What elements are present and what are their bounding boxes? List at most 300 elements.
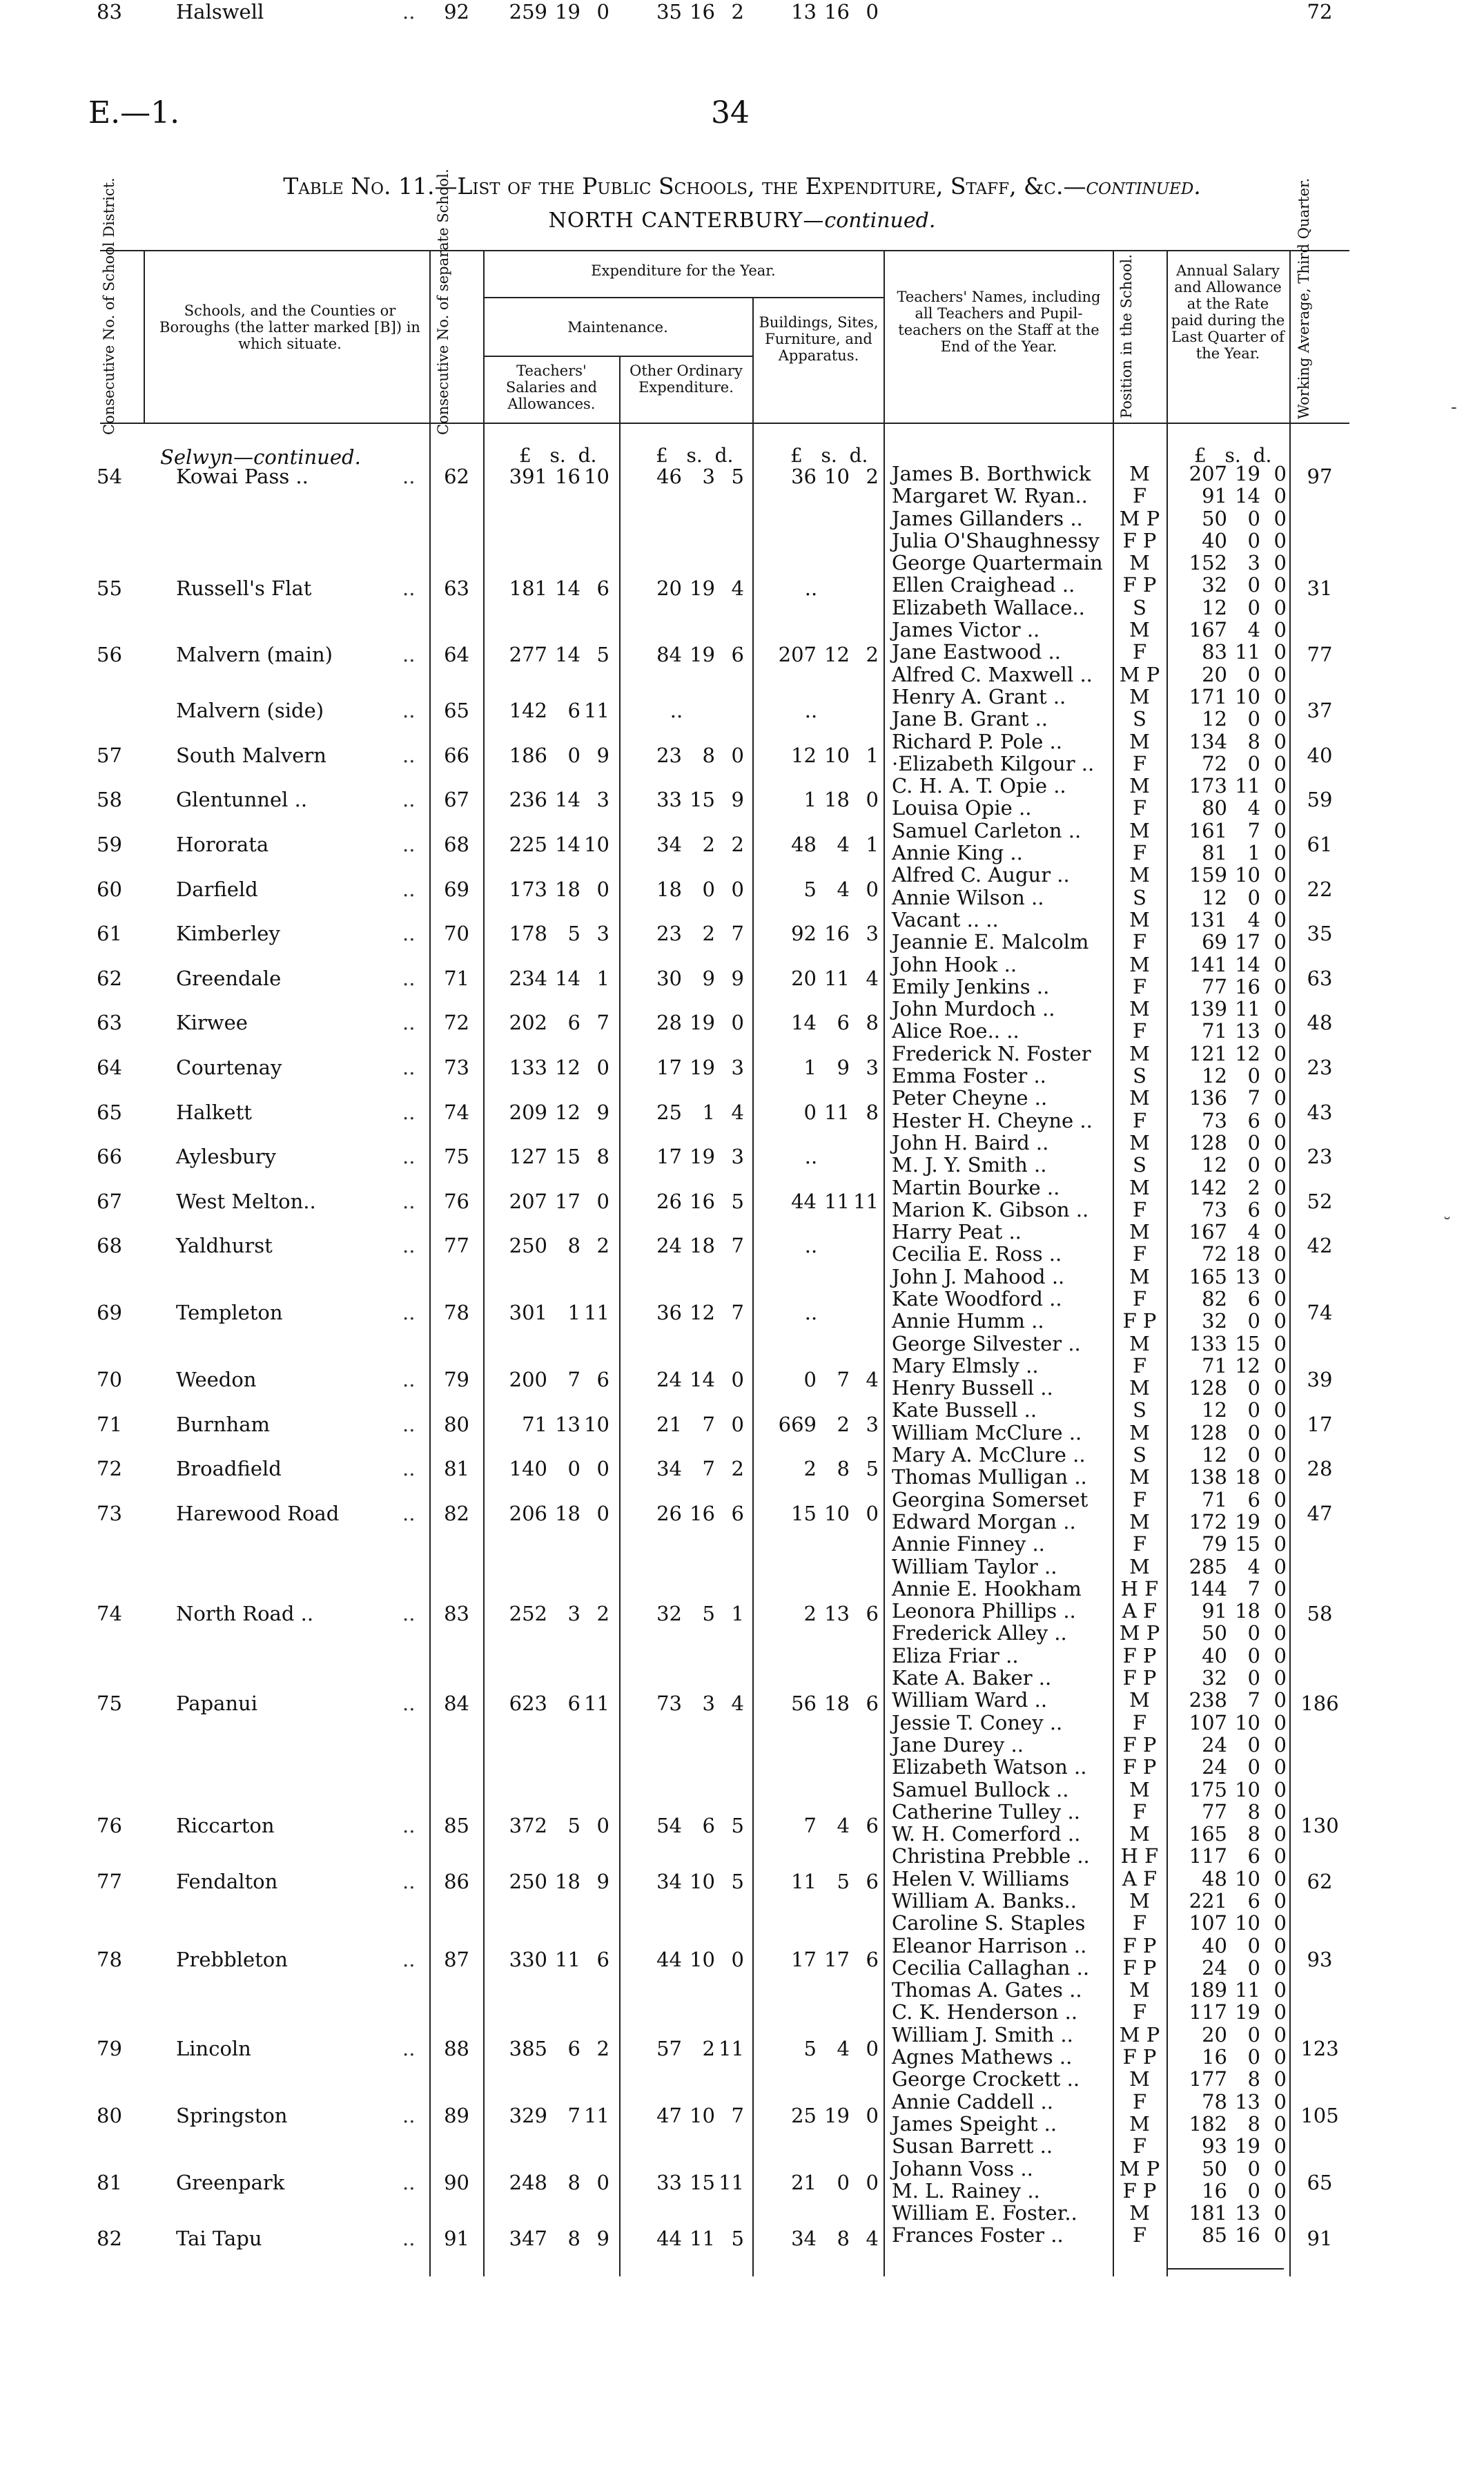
salary-pounds: 91 <box>1202 484 1227 508</box>
salary-shillings: 14 <box>1235 952 1260 976</box>
salaries-shillings: 3 <box>567 1602 580 1626</box>
buildings-pounds: 7 <box>803 1814 817 1838</box>
buildings-pence: 3 <box>866 1055 879 1079</box>
salary-shillings: 0 <box>1247 1064 1260 1088</box>
buildings-pounds: 11 <box>791 1869 817 1893</box>
salary-pence: 0 <box>1273 684 1287 708</box>
salary-shillings: 0 <box>1247 506 1260 530</box>
working-average: 52 <box>1307 1189 1333 1213</box>
school-name: Weedon <box>176 1368 257 1392</box>
leader-dots: .. <box>402 1055 416 1079</box>
working-average: 23 <box>1307 1055 1333 1079</box>
teacher-position: F <box>1132 1911 1147 1935</box>
working-average: 91 <box>1307 2226 1333 2250</box>
teacher-name: John H. Baird .. <box>892 1130 1049 1154</box>
teacher-position: F <box>1132 640 1147 664</box>
teacher-position: M P <box>1119 2156 1160 2180</box>
buildings-blank: .. <box>804 1234 818 1258</box>
salaries-pence: 8 <box>596 1145 609 1169</box>
other-expenditure-pounds: 18 <box>656 877 682 901</box>
buildings-shillings: 2 <box>837 1412 850 1436</box>
other-expenditure-pounds: 73 <box>656 1691 682 1715</box>
teacher-name: Mary Elmsly .. <box>892 1353 1039 1377</box>
buildings-shillings: 0 <box>837 2170 850 2194</box>
school-number: 69 <box>444 877 469 901</box>
school-number: 71 <box>444 966 469 990</box>
salary-pounds: 177 <box>1189 2067 1227 2091</box>
salary-pounds: 107 <box>1189 1911 1227 1935</box>
working-average: 59 <box>1307 788 1333 812</box>
district-number: 71 <box>97 1412 122 1436</box>
salary-pence: 0 <box>1273 930 1287 954</box>
salaries-pounds: 623 <box>509 1691 547 1715</box>
leader-dots: .. <box>402 788 416 812</box>
salary-shillings: 6 <box>1247 1197 1260 1221</box>
other-expenditure-shillings: 3 <box>702 465 715 488</box>
col-rule-1 <box>144 250 145 423</box>
salary-pounds: 136 <box>1189 1086 1227 1110</box>
district-number: 56 <box>97 643 122 667</box>
salary-pounds: 131 <box>1189 907 1227 931</box>
salary-pounds: 12 <box>1202 1443 1227 1467</box>
salary-pounds: 79 <box>1202 1532 1227 1556</box>
teacher-position: S <box>1133 1443 1146 1467</box>
teacher-position: M <box>1129 1086 1150 1110</box>
teacher-name: Caroline S. Staples <box>892 1911 1086 1935</box>
school-no-header: Consecutive No. of separate School. <box>435 168 451 435</box>
teacher-position: M <box>1129 1420 1150 1444</box>
other-expenditure-pence: 0 <box>731 743 744 767</box>
salaries-pence: 9 <box>596 743 609 767</box>
working-average: 61 <box>1307 832 1333 856</box>
salary-pence: 0 <box>1273 1197 1287 1221</box>
salary-pence: 0 <box>1273 863 1287 887</box>
teacher-name: Annie E. Hookham <box>892 1576 1082 1600</box>
salary-pounds: 175 <box>1189 1777 1227 1801</box>
salaries-shillings: 14 <box>555 643 580 667</box>
teacher-position: M <box>1129 1331 1150 1355</box>
salaries-pence: 0 <box>596 1055 609 1079</box>
salaries-pounds: 347 <box>509 2226 547 2250</box>
other-expenditure-shillings: 7 <box>702 1412 715 1436</box>
teacher-name: Samuel Bullock .. <box>892 1777 1069 1801</box>
teacher-position: F <box>1132 1710 1147 1734</box>
buildings-blank: .. <box>804 576 818 600</box>
buildings-shillings: 4 <box>837 1814 850 1838</box>
salary-shillings: 11 <box>1235 640 1260 664</box>
salaries-pence: 11 <box>584 1301 609 1325</box>
buildings-pence: 1 <box>866 832 879 856</box>
salary-pounds: 12 <box>1202 1064 1227 1088</box>
buildings-pounds: 1 <box>803 788 817 812</box>
other-expenditure-pence: 5 <box>731 1814 744 1838</box>
salary-shillings: 0 <box>1247 1130 1260 1154</box>
salary-pounds: 69 <box>1202 930 1227 954</box>
salary-pence: 0 <box>1273 1309 1287 1333</box>
other-expenditure-pounds: 84 <box>656 643 682 667</box>
teacher-name: Kate A. Baker .. <box>892 1666 1052 1690</box>
salaries-pounds: 301 <box>509 1301 547 1325</box>
teacher-position: S <box>1133 1153 1146 1177</box>
other-expenditure-pounds: 44 <box>656 2226 682 2250</box>
teacher-name: Peter Cheyne .. <box>892 1086 1048 1110</box>
teacher-position: F <box>1132 2089 1147 2113</box>
buildings-pence: 0 <box>866 2170 879 2194</box>
salary-pence: 0 <box>1273 573 1287 597</box>
district-number: 80 <box>97 2104 122 2128</box>
salary-pounds: 285 <box>1189 1554 1227 1578</box>
salary-pounds: 221 <box>1189 1889 1227 1913</box>
working-average: 39 <box>1307 1368 1333 1392</box>
teacher-position: F <box>1132 974 1147 998</box>
salary-shillings: 6 <box>1247 1844 1260 1868</box>
buildings-shillings: 10 <box>824 465 850 488</box>
salary-shillings: 10 <box>1235 1710 1260 1734</box>
other-expenditure-pounds: 34 <box>656 1869 682 1893</box>
working-average: 35 <box>1307 922 1333 946</box>
salaries-pounds: 329 <box>509 2104 547 2128</box>
salary-pence: 0 <box>1273 1799 1287 1823</box>
buildings-pounds: 25 <box>791 2104 817 2128</box>
salary-shillings: 7 <box>1247 1576 1260 1600</box>
salary-pence: 0 <box>1273 997 1287 1021</box>
salary-shillings: 18 <box>1235 1599 1260 1623</box>
other-expenditure-shillings: 19 <box>690 576 715 600</box>
salary-pence: 0 <box>1273 796 1287 820</box>
teacher-position: F <box>1132 1532 1147 1556</box>
school-name: Lincoln <box>176 2037 251 2061</box>
salary-rule <box>1166 2268 1284 2270</box>
buildings-shillings: 9 <box>837 1055 850 1079</box>
working-average: 65 <box>1307 2170 1333 2194</box>
school-number: 80 <box>444 1412 469 1436</box>
teacher-name: Catherine Tulley .. <box>892 1799 1080 1823</box>
salary-shillings: 0 <box>1247 1443 1260 1467</box>
salary-pence: 0 <box>1273 506 1287 530</box>
margin-dash: - <box>1451 397 1457 418</box>
buildings-pounds: 21 <box>791 2170 817 2194</box>
salaries-pounds: 252 <box>509 1602 547 1626</box>
other-expenditure-pence: 9 <box>731 966 744 990</box>
other-expenditure-shillings: 12 <box>690 1301 715 1325</box>
buildings-pence: 3 <box>866 1412 879 1436</box>
leader-dots: .. <box>402 1301 416 1325</box>
other-expenditure-pounds: 47 <box>656 2104 682 2128</box>
salary-pence: 0 <box>1273 1130 1287 1154</box>
salaries-pounds: 330 <box>509 1947 547 1971</box>
salary-pence: 0 <box>1273 551 1287 575</box>
buildings-pounds: 669 <box>778 1412 817 1436</box>
teacher-position: F P <box>1122 1933 1157 1957</box>
salary-pounds: 40 <box>1202 1933 1227 1957</box>
district-number: 61 <box>97 922 122 946</box>
salaries-pence: 11 <box>584 1691 609 1715</box>
leader-dots: .. <box>402 1011 416 1035</box>
school-name: North Road .. <box>176 1602 314 1626</box>
leader-dots: .. <box>402 1234 416 1258</box>
teacher-name: Elizabeth Wallace.. <box>892 595 1085 619</box>
salary-pounds: 40 <box>1202 528 1227 552</box>
salaries-pounds: 277 <box>509 643 547 667</box>
salaries-pence: 2 <box>596 1234 609 1258</box>
other-expenditure-pounds: 23 <box>656 743 682 767</box>
school-name: Springston <box>176 2104 288 2128</box>
leader-dots: .. <box>402 0 416 23</box>
salary-pounds: 40 <box>1202 1643 1227 1667</box>
district-number: 65 <box>97 1100 122 1124</box>
other-expenditure-pence: 4 <box>731 1691 744 1715</box>
teacher-name: Samuel Carleton .. <box>892 818 1082 842</box>
working-average: 74 <box>1307 1301 1333 1325</box>
buildings-pounds: 0 <box>803 1368 817 1392</box>
salary-shillings: 15 <box>1235 1331 1260 1355</box>
salary-pence: 0 <box>1273 1019 1287 1043</box>
other-expenditure-blank: .. <box>670 699 683 723</box>
col-rule-3 <box>483 250 485 2276</box>
teacher-name: Julia O'Shaughnessy <box>892 528 1100 552</box>
salaries-pounds: 206 <box>509 1501 547 1525</box>
other-expenditure-pence: 0 <box>731 877 744 901</box>
school-number: 90 <box>444 2170 469 2194</box>
school-number: 72 <box>444 1011 469 1035</box>
leader-dots: .. <box>402 2037 416 2061</box>
salary-pence: 0 <box>1273 1666 1287 1690</box>
salary-pounds: 159 <box>1189 863 1227 887</box>
salary-shillings: 0 <box>1247 751 1260 775</box>
buildings-shillings: 4 <box>837 877 850 901</box>
salaries-pence: 10 <box>584 465 609 488</box>
school-name: Harewood Road <box>176 1501 340 1525</box>
salaries-pounds: 186 <box>509 743 547 767</box>
school-number: 75 <box>444 1145 469 1169</box>
salary-pence: 0 <box>1273 1443 1287 1467</box>
teacher-position: M <box>1129 863 1150 887</box>
salaries-pounds: 391 <box>509 465 547 488</box>
teacher-name: Vacant .. .. <box>892 907 999 931</box>
district-number: 83 <box>97 0 122 23</box>
salaries-pence: 3 <box>596 788 609 812</box>
working-average: 23 <box>1307 1145 1333 1169</box>
salary-shillings: 0 <box>1247 1398 1260 1422</box>
salaries-pence: 6 <box>596 1947 609 1971</box>
buildings-pence: 0 <box>866 2104 879 2128</box>
other-expenditure-pence: 5 <box>731 465 744 488</box>
buildings-pence: 6 <box>866 1947 879 1971</box>
teacher-name: Marion K. Gibson .. <box>892 1197 1089 1221</box>
teacher-name: George Quartermain <box>892 551 1103 575</box>
working-average: 123 <box>1300 2037 1339 2061</box>
salary-pounds: 85 <box>1202 2223 1227 2247</box>
salary-shillings: 11 <box>1235 997 1260 1021</box>
salary-pence: 0 <box>1273 662 1287 686</box>
salaries-pence: 11 <box>584 699 609 723</box>
salary-pounds: 16 <box>1202 2178 1227 2203</box>
salary-shillings: 14 <box>1235 484 1260 508</box>
teacher-position: S <box>1133 1398 1146 1422</box>
buildings-shillings: 6 <box>837 1011 850 1035</box>
buildings-pence: 0 <box>866 2037 879 2061</box>
salary-shillings: 0 <box>1247 1643 1260 1667</box>
buildings-pence: 6 <box>866 1691 879 1715</box>
salaries-pence: 0 <box>596 1457 609 1481</box>
salary-pence: 0 <box>1273 1353 1287 1377</box>
buildings-pounds: 0 <box>803 1100 817 1124</box>
teacher-position: M <box>1129 1264 1150 1288</box>
school-name: Malvern (main) <box>176 643 333 667</box>
teacher-position: M P <box>1119 662 1160 686</box>
buildings-blank: .. <box>804 1145 818 1169</box>
salaries-shillings: 14 <box>555 832 580 856</box>
salary-pence: 0 <box>1273 1509 1287 1533</box>
salary-shillings: 4 <box>1247 1220 1260 1244</box>
other-expenditure-pence: 7 <box>731 1301 744 1325</box>
leader-dots: .. <box>402 877 416 901</box>
other-expenditure-pence: 7 <box>731 2104 744 2128</box>
district-number: 57 <box>97 743 122 767</box>
salary-shillings: 7 <box>1247 1688 1260 1712</box>
teacher-position: F P <box>1122 1732 1157 1757</box>
buildings-header: Buildings, Sites, Furniture, and Apparatus. <box>759 314 879 364</box>
leader-dots: .. <box>402 643 416 667</box>
salary-shillings: 0 <box>1247 2022 1260 2046</box>
salary-shillings: 8 <box>1247 1799 1260 1823</box>
salary-pounds: 173 <box>1189 774 1227 798</box>
school-name: South Malvern <box>176 743 326 767</box>
teacher-position: M <box>1129 1175 1150 1199</box>
teacher-position: M <box>1129 1889 1150 1913</box>
salary-pence: 0 <box>1273 1242 1287 1266</box>
other-expenditure-pounds: 32 <box>656 1602 682 1626</box>
salary-pence: 0 <box>1273 2045 1287 2069</box>
other-expenditure-pence: 2 <box>731 0 744 23</box>
school-name: West Melton.. <box>176 1189 316 1213</box>
salaries-shillings: 8 <box>567 1234 580 1258</box>
teacher-position: F <box>1132 2223 1147 2247</box>
salaries-shillings: 19 <box>555 0 580 23</box>
teacher-position: S <box>1133 1064 1146 1088</box>
salaries-pence: 2 <box>596 1602 609 1626</box>
col-rule-4 <box>619 356 621 2276</box>
salary-pounds: 141 <box>1189 952 1227 976</box>
salary-shillings: 0 <box>1247 1309 1260 1333</box>
salary-shillings: 4 <box>1247 907 1260 931</box>
salary-pence: 0 <box>1273 2156 1287 2180</box>
salary-pounds: 189 <box>1189 1978 1227 2002</box>
teacher-position: M <box>1129 684 1150 708</box>
salary-pounds: 73 <box>1202 1108 1227 1132</box>
salary-pounds: 20 <box>1202 2022 1227 2046</box>
salary-shillings-column <box>1227 463 1260 2247</box>
salaries-pounds: 133 <box>509 1055 547 1079</box>
buildings-shillings: 4 <box>837 2037 850 2061</box>
district-number: 67 <box>97 1189 122 1213</box>
teacher-position: M <box>1129 2067 1150 2091</box>
teacher-name: Cecilia Callaghan .. <box>892 1955 1090 1980</box>
salary-pence: 0 <box>1273 1911 1287 1935</box>
salaries-pence: 10 <box>584 832 609 856</box>
buildings-shillings: 16 <box>824 0 850 23</box>
teacher-position: F <box>1132 930 1147 954</box>
salary-pounds: 24 <box>1202 1955 1227 1980</box>
salary-shillings: 0 <box>1247 595 1260 619</box>
salary-shillings: 0 <box>1247 1376 1260 1400</box>
salary-pence: 0 <box>1273 1866 1287 1890</box>
salary-pence: 0 <box>1273 1264 1287 1288</box>
leader-dots: .. <box>402 1368 416 1392</box>
other-expenditure-pounds: 46 <box>656 465 682 488</box>
salaries-shillings: 8 <box>567 2226 580 2250</box>
working-average: 93 <box>1307 1947 1333 1971</box>
salary-pounds: 82 <box>1202 1286 1227 1310</box>
salaries-shillings: 13 <box>555 1412 580 1436</box>
salary-shillings: 0 <box>1247 1732 1260 1757</box>
salary-pounds-column <box>1166 463 1227 2247</box>
other-expenditure-pounds: 36 <box>656 1301 682 1325</box>
teacher-name: Johann Voss .. <box>892 2156 1033 2180</box>
salaries-shillings: 11 <box>555 1947 580 1971</box>
salaries-shillings: 0 <box>567 743 580 767</box>
salary-pence: 0 <box>1273 1621 1287 1645</box>
leader-dots: .. <box>402 922 416 946</box>
salary-pounds: 133 <box>1189 1331 1227 1355</box>
buildings-pounds: 36 <box>791 465 817 488</box>
salaries-pounds: 178 <box>509 922 547 946</box>
salary-pounds: 128 <box>1189 1420 1227 1444</box>
salary-pence: 0 <box>1273 1175 1287 1199</box>
salary-pence: 0 <box>1273 1955 1287 1980</box>
salaries-pence: 9 <box>596 2226 609 2250</box>
teacher-position: M <box>1129 907 1150 931</box>
teacher-position: F P <box>1122 528 1157 552</box>
school-name: Malvern (side) <box>176 699 324 723</box>
other-expenditure-shillings: 2 <box>702 922 715 946</box>
other-expenditure-pence: 6 <box>731 1501 744 1525</box>
salary-pence: 0 <box>1273 1487 1287 1511</box>
teacher-name: George Silvester .. <box>892 1331 1081 1355</box>
teacher-name: M. J. Y. Smith .. <box>892 1153 1047 1177</box>
other-expenditure-pence: 0 <box>731 1947 744 1971</box>
salaries-pounds: 209 <box>509 1100 547 1124</box>
buildings-pounds: 12 <box>791 743 817 767</box>
salaries-pence: 0 <box>596 877 609 901</box>
salary-pence: 0 <box>1273 1889 1287 1913</box>
other-expenditure-pounds: 34 <box>656 832 682 856</box>
salary-pounds: 152 <box>1189 551 1227 575</box>
leader-dots: .. <box>402 465 416 488</box>
salary-shillings: 0 <box>1247 1153 1260 1177</box>
salary-pounds: 77 <box>1202 1799 1227 1823</box>
school-name: Burnham <box>176 1412 270 1436</box>
school-number: 70 <box>444 922 469 946</box>
salary-shillings: 6 <box>1247 1487 1260 1511</box>
salaries-shillings: 8 <box>567 2170 580 2194</box>
salary-pence: 0 <box>1273 1844 1287 1868</box>
buildings-shillings: 10 <box>824 743 850 767</box>
school-number: 74 <box>444 1100 469 1124</box>
other-expenditure-pounds: 44 <box>656 1947 682 1971</box>
buildings-pounds: 5 <box>803 2037 817 2061</box>
salaries-shillings: 18 <box>555 1501 580 1525</box>
salary-shillings: 0 <box>1247 2178 1260 2203</box>
buildings-shillings: 8 <box>837 2226 850 2250</box>
other-expenditure-pence: 5 <box>731 1189 744 1213</box>
salary-shillings: 0 <box>1247 2045 1260 2069</box>
teacher-name: Jessie T. Coney .. <box>892 1710 1063 1734</box>
other-expenditure-pence: 2 <box>731 832 744 856</box>
other-expenditure-shillings: 0 <box>702 877 715 901</box>
salaries-pounds: 234 <box>509 966 547 990</box>
teacher-name: C. K. Henderson .. <box>892 2000 1078 2024</box>
